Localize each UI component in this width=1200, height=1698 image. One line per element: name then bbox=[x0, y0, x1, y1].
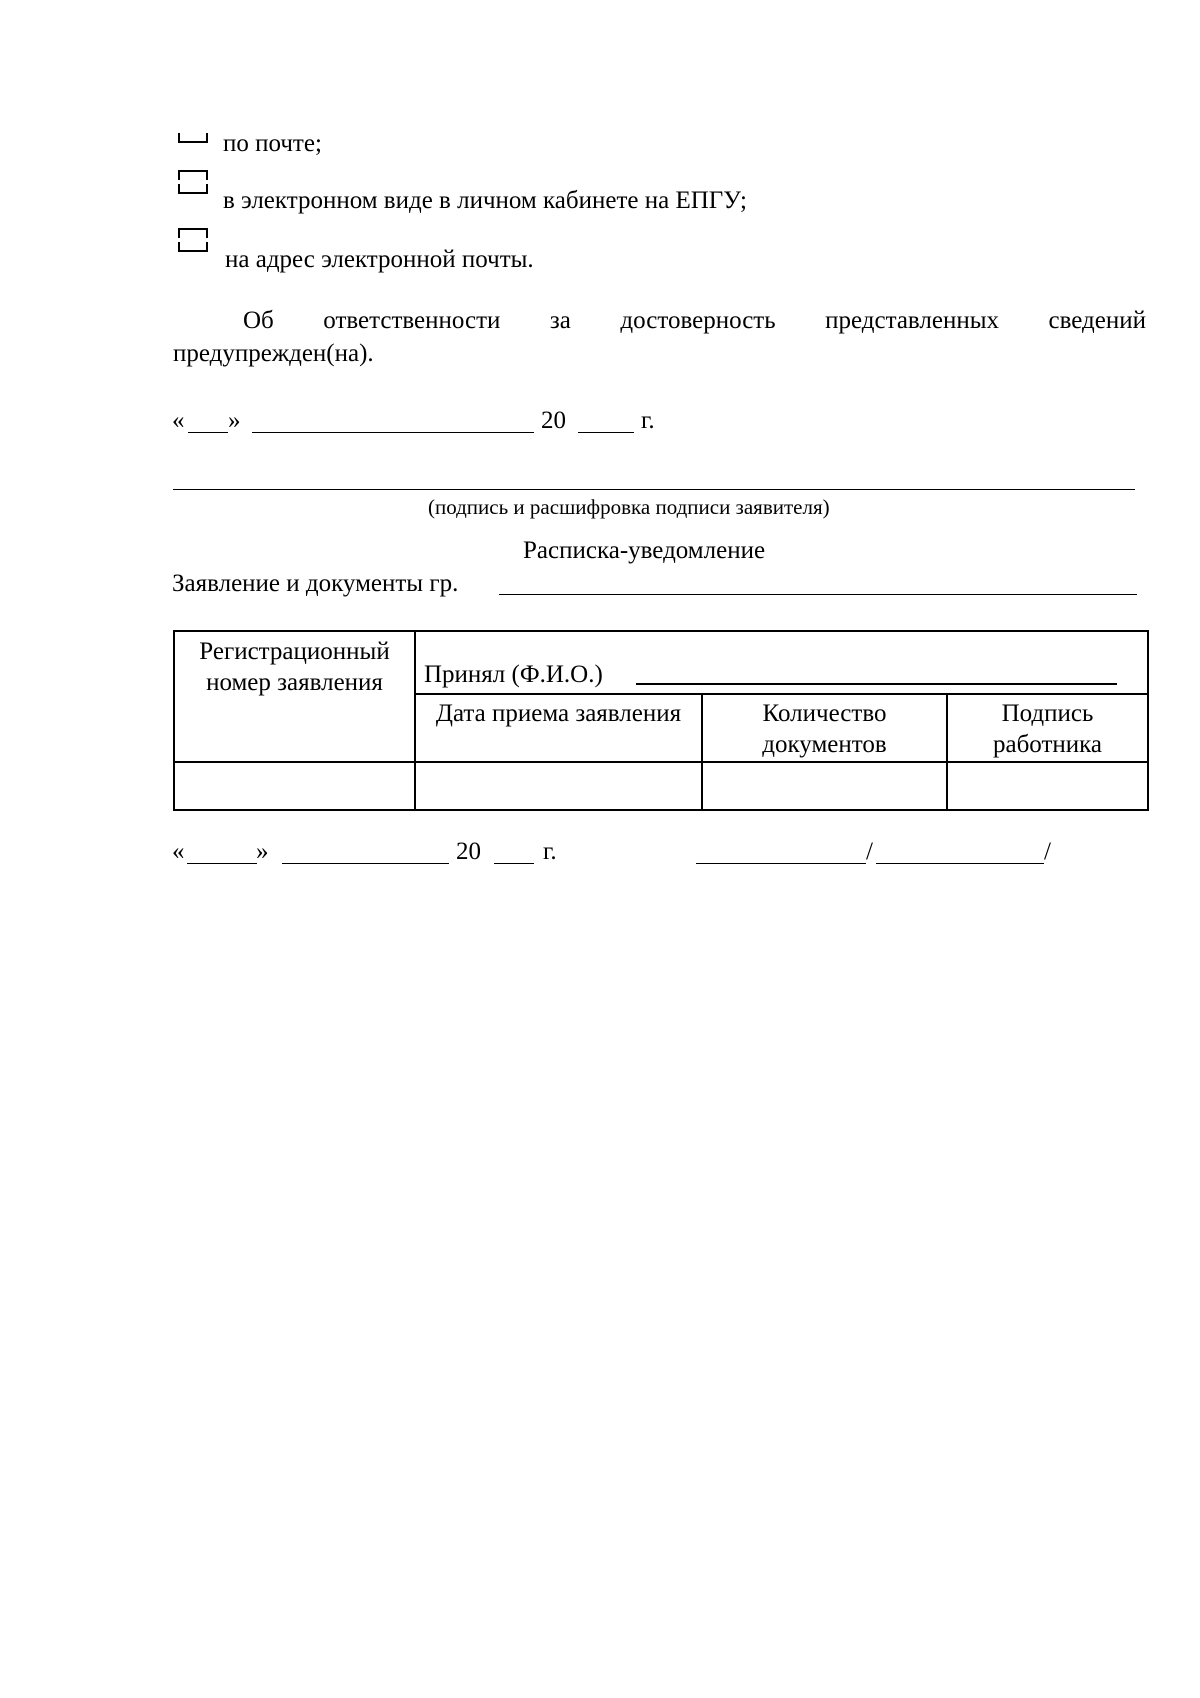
option-label: по почте; bbox=[223, 130, 322, 157]
year-prefix: 20 bbox=[541, 407, 566, 434]
documents-label: Заявление и документы гр. bbox=[172, 570, 459, 597]
employee-name-blank[interactable] bbox=[876, 863, 1044, 864]
employee-signature-blank[interactable] bbox=[696, 863, 866, 864]
empty-checkbox-icon[interactable] bbox=[178, 170, 208, 194]
reg-number-cell[interactable] bbox=[174, 762, 415, 810]
signature-caption: (подпись и расшифровка подписи заявителя) bbox=[428, 495, 830, 519]
column-header-signature: Подпись работника bbox=[947, 694, 1148, 762]
year-prefix: 20 bbox=[456, 838, 481, 865]
close-quote: » bbox=[228, 407, 241, 434]
accepted-name-blank[interactable] bbox=[636, 683, 1117, 685]
accepted-label: Принял (Ф.И.О.) bbox=[424, 661, 603, 688]
signature-cell[interactable] bbox=[947, 762, 1148, 810]
open-quote: « bbox=[172, 838, 185, 865]
year-blank[interactable] bbox=[578, 432, 634, 433]
accepted-by-cell[interactable] bbox=[415, 631, 1148, 694]
open-quote: « bbox=[172, 407, 185, 434]
reg-number-header: Регистрационный номер заявления bbox=[174, 631, 415, 762]
word: за bbox=[549, 307, 571, 334]
empty-checkbox-icon[interactable] bbox=[178, 133, 208, 143]
responsibility-text-line2: предупрежден(на). bbox=[173, 340, 374, 367]
applicant-signature-line[interactable] bbox=[173, 489, 1135, 490]
year-blank[interactable] bbox=[494, 863, 534, 864]
word: представленных bbox=[825, 307, 1000, 334]
word: ответственности bbox=[323, 307, 501, 334]
word: Об bbox=[243, 307, 274, 334]
citizen-name-blank[interactable] bbox=[499, 594, 1137, 595]
receipt-table bbox=[173, 630, 1149, 811]
date-cell[interactable] bbox=[415, 762, 702, 810]
year-suffix: г. bbox=[641, 407, 655, 434]
option-label: в электронном виде в личном кабинете на ЕПГУ; bbox=[223, 187, 747, 214]
close-quote: » bbox=[256, 838, 269, 865]
word: достоверность bbox=[620, 307, 776, 334]
slash: / bbox=[1044, 838, 1051, 865]
column-header-date: Дата приема заявления bbox=[415, 694, 702, 762]
day-blank[interactable] bbox=[188, 432, 228, 433]
day-blank[interactable] bbox=[187, 863, 257, 864]
option-label: на адрес электронной почты. bbox=[225, 246, 534, 273]
empty-checkbox-icon[interactable] bbox=[178, 228, 208, 252]
word: сведений bbox=[1048, 307, 1146, 334]
column-header-count: Количество документов bbox=[702, 694, 947, 762]
month-blank[interactable] bbox=[282, 863, 449, 864]
responsibility-text-line1 bbox=[173, 308, 1146, 333]
slash: / bbox=[866, 838, 873, 865]
year-suffix: г. bbox=[543, 838, 557, 865]
month-blank[interactable] bbox=[252, 432, 534, 433]
count-cell[interactable] bbox=[702, 762, 947, 810]
receipt-title: Расписка-уведомление bbox=[523, 537, 766, 564]
